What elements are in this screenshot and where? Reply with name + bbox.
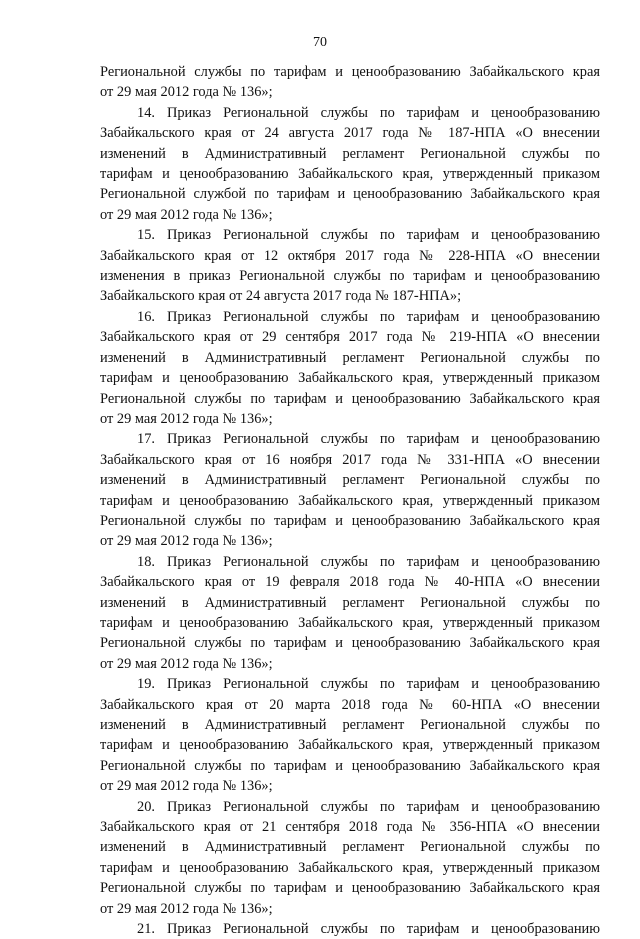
text-line: от 29 мая 2012 года № 136»; bbox=[100, 655, 273, 672]
text-line: 19. Приказ Региональной службы по тарифам и ценообразованию bbox=[137, 676, 600, 693]
text-line: Региональной службы по тарифам и ценообразованию Забайкальского края bbox=[100, 635, 600, 652]
text-line: Забайкальского края от 24 августа 2017 года № 187-НПА»; bbox=[100, 288, 462, 305]
text-line: изменений в Административный регламент Региональной службы по bbox=[100, 839, 600, 856]
text-line: изменений в Административный регламент Региональной службы по bbox=[100, 349, 600, 366]
text-line: Забайкальского края от 24 августа 2017 года № 187-НПА «О внесении bbox=[100, 125, 600, 142]
text-line: 16. Приказ Региональной службы по тарифам и ценообразованию bbox=[137, 308, 600, 325]
text-line: от 29 мая 2012 года № 136»; bbox=[100, 533, 273, 550]
page-number: 70 bbox=[313, 35, 327, 50]
text-line: Забайкальского края от 12 октября 2017 года № 228-НПА «О внесении bbox=[100, 247, 600, 264]
text-line: Региональной службой по тарифам и ценообразованию Забайкальского края bbox=[100, 186, 600, 203]
text-line: Забайкальского края от 20 марта 2018 года № 60-НПА «О внесении bbox=[100, 696, 600, 713]
text-line: Региональной службы по тарифам и ценообразованию Забайкальского края bbox=[100, 880, 600, 897]
paragraph bbox=[100, 103, 600, 225]
text-line: тарифам и ценообразованию Забайкальского края, утвержденный приказом bbox=[100, 370, 600, 387]
text-line: Забайкальского края от 29 сентября 2017 года № 219-НПА «О внесении bbox=[100, 329, 600, 346]
text-line: Региональной службы по тарифам и ценообразованию Забайкальского края bbox=[100, 512, 600, 529]
text-line: от 29 мая 2012 года № 136»; bbox=[100, 900, 273, 917]
text-line: Региональной службы по тарифам и ценообразованию Забайкальского края bbox=[100, 757, 600, 774]
text-line: тарифам и ценообразованию Забайкальского края, утвержденный приказом bbox=[100, 859, 600, 876]
text-line: изменений в Административный регламент Региональной службы по bbox=[100, 145, 600, 162]
document-body bbox=[100, 62, 600, 939]
paragraph bbox=[100, 307, 600, 429]
text-line: тарифам и ценообразованию Забайкальского края, утвержденный приказом bbox=[100, 614, 600, 631]
text-line: 18. Приказ Региональной службы по тарифам и ценообразованию bbox=[137, 553, 600, 570]
text-line: изменений в Административный регламент Региональной службы по bbox=[100, 472, 600, 489]
paragraph bbox=[100, 919, 600, 939]
paragraph bbox=[100, 797, 600, 919]
paragraph bbox=[100, 552, 600, 674]
text-line: Региональной службы по тарифам и ценообразованию Забайкальского края bbox=[100, 390, 600, 407]
text-line: 20. Приказ Региональной службы по тарифам и ценообразованию bbox=[137, 798, 600, 815]
text-line: тарифам и ценообразованию Забайкальского края, утвержденный приказом bbox=[100, 492, 600, 509]
text-line: Забайкальского края от 19 февраля 2018 года № 40-НПА «О внесении bbox=[100, 574, 600, 591]
paragraph bbox=[100, 429, 600, 551]
text-line: Региональной службы по тарифам и ценообразованию Забайкальского края bbox=[100, 64, 600, 80]
paragraph bbox=[100, 62, 600, 103]
text-line: 17. Приказ Региональной службы по тарифам и ценообразованию bbox=[137, 431, 600, 448]
text-line: 15. Приказ Региональной службы по тарифам и ценообразованию bbox=[137, 227, 600, 244]
text-line: от 29 мая 2012 года № 136»; bbox=[100, 84, 273, 101]
text-line: изменений в Административный регламент Региональной службы по bbox=[100, 717, 600, 733]
paragraph bbox=[100, 674, 600, 796]
text-line: 21. Приказ Региональной службы по тарифам и ценообразованию bbox=[137, 921, 600, 938]
text-line: изменения в приказ Региональной службы по тарифам и ценообразованию bbox=[100, 268, 600, 285]
text-line: тарифам и ценообразованию Забайкальского края, утвержденный приказом bbox=[100, 166, 600, 183]
paragraph bbox=[100, 225, 600, 307]
text-line: от 29 мая 2012 года № 136»; bbox=[100, 206, 273, 223]
text-line: Забайкальского края от 16 ноября 2017 года № 331-НПА «О внесении bbox=[100, 451, 600, 468]
text-line: от 29 мая 2012 года № 136»; bbox=[100, 778, 273, 795]
text-line: Забайкальского края от 21 сентября 2018 года № 356-НПА «О внесении bbox=[100, 819, 600, 836]
text-line: от 29 мая 2012 года № 136»; bbox=[100, 410, 273, 427]
text-line: 14. Приказ Региональной службы по тарифам и ценообразованию bbox=[137, 104, 600, 121]
text-line: тарифам и ценообразованию Забайкальского края, утвержденный приказом bbox=[100, 737, 600, 754]
text-line: изменений в Административный регламент Региональной службы по bbox=[100, 594, 600, 611]
